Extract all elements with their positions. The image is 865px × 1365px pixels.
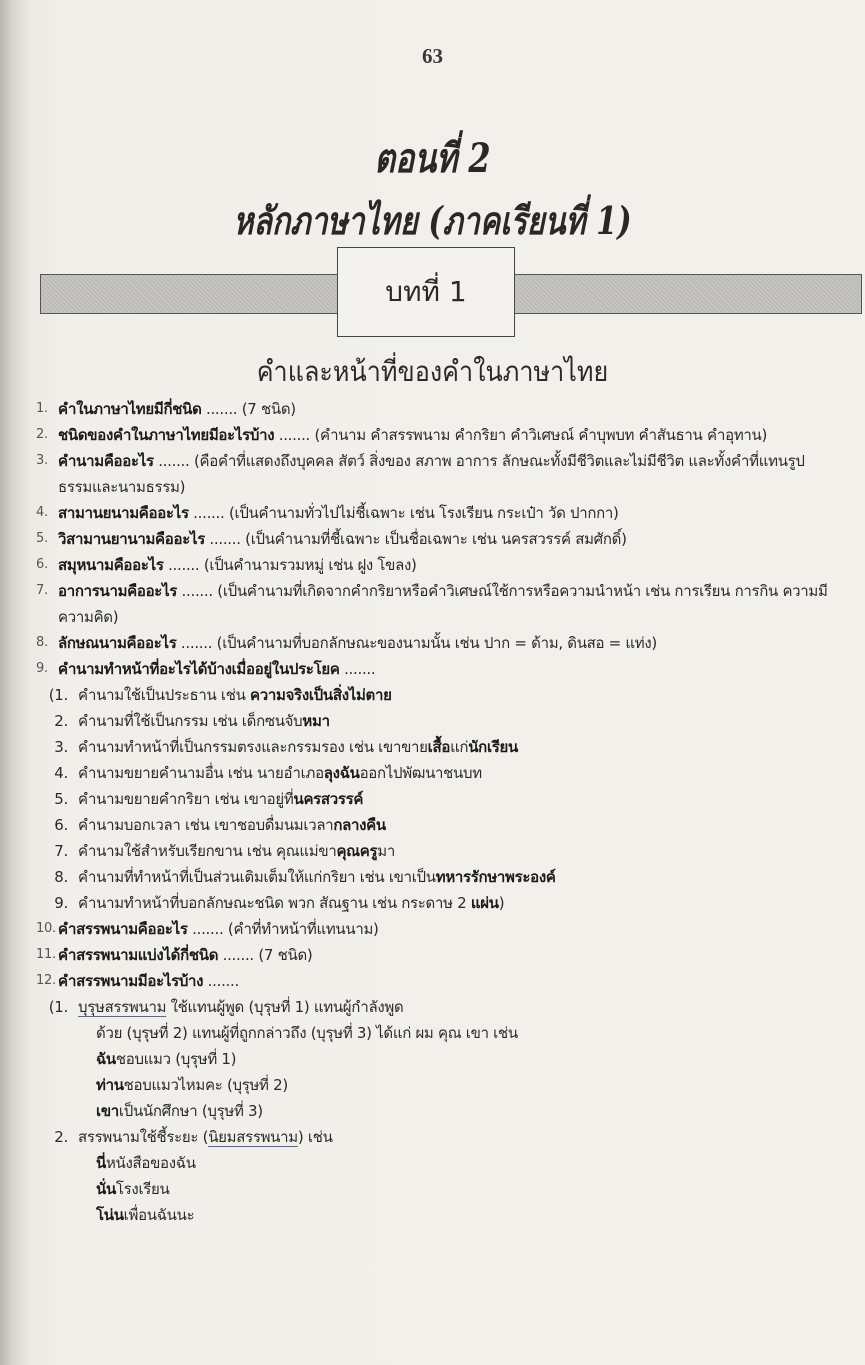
answer-text: (เป็นคำนามทั่วไปไม่ชี้เฉพาะ เช่น โรงเรียน กระเป๋า วัด ปากกา) [228, 504, 619, 522]
question-item [36, 448, 836, 500]
example-highlight: นครสวรรค์ [293, 790, 364, 808]
sub-item [44, 786, 836, 812]
example-highlight: แผ่น [470, 894, 499, 912]
example-highlight: นี่ [96, 1154, 106, 1172]
question-text: วิสามานยานามคืออะไร [58, 530, 205, 548]
leader-dots: ....... [204, 530, 246, 548]
question-text: สามานยนามคืออะไร [58, 504, 189, 522]
question-text: คำสรรพนามคืออะไร [58, 920, 188, 938]
sub-item-number: 2. [54, 712, 68, 730]
sub-item-number: 9. [54, 894, 68, 912]
question-number: 1. [36, 401, 48, 416]
example-text: ชอบแมว (บุรุษที่ 1) [115, 1050, 237, 1068]
example-line [96, 1202, 836, 1228]
sub-item [44, 812, 836, 838]
sub-item [44, 734, 836, 760]
question-text: สมุหนามคืออะไร [58, 556, 164, 574]
answer-text: (คำนาม คำสรรพนาม คำกริยา คำวิเศษณ์ คำบุพบท คำสันธาน คำอุทาน) [314, 426, 768, 444]
pronoun-description: ) เช่น [297, 1128, 333, 1146]
leader-dots: ....... [274, 426, 315, 444]
question-item [36, 656, 836, 682]
chapter-box [337, 247, 515, 337]
leader-dots: ....... [201, 400, 242, 418]
example-highlight: เขา [96, 1102, 119, 1120]
example-text: โรงเรียน [115, 1180, 170, 1198]
page-number: 63 [422, 44, 443, 68]
example-text: ชอบแมวไหมคะ (บุรุษที่ 2) [123, 1076, 288, 1094]
example-highlight: โน่น [96, 1206, 124, 1224]
leader-dots: ....... [203, 972, 239, 990]
question-item [36, 578, 836, 630]
sub-item-number: 2. [54, 1128, 68, 1146]
chapter-label: บทที่ 1 [385, 275, 467, 308]
pronoun-term: บุรุษสรรพนาม [78, 998, 167, 1016]
sub-item-text: คำนามที่ใช้เป็นกรรม เช่น เด็กซนจับ [78, 712, 303, 730]
example-text: หนังสือของฉัน [105, 1154, 196, 1172]
question-item [36, 968, 836, 994]
question-item [36, 942, 836, 968]
question-number: 12. [36, 973, 56, 988]
question-number: 3. [36, 453, 48, 468]
pronoun-term: นิยมสรรพนาม [208, 1128, 298, 1146]
sub-item-text: คำนามขยายคำกริยา เช่น เขาอยู่ที่ [78, 790, 294, 808]
question-text: ลักษณนามคืออะไร [58, 634, 177, 652]
sub-item-text: คำนามใช้เป็นประธาน เช่น [78, 686, 250, 704]
answer-text: (เป็นคำนามที่เกิดจากคำกริยาหรือคำวิเศษณ์ใช้การหรือความนำหน้า เช่น การเรียน การกิน ความมีความคิด) [58, 582, 828, 626]
pronoun-description-cont: ด้วย (บุรุษที่ 2) แทนผู้ที่ถูกกล่าวถึง (บุรุษที่ 3) ได้แก่ ผม คุณ เขา เช่น [96, 1024, 518, 1042]
question-number: 8. [36, 635, 48, 650]
sub-item [44, 890, 836, 916]
sub-item-text: คำนามที่ทำหน้าที่เป็นส่วนเติมเต็มให้แก่กริยา เช่น เขาเป็น [78, 868, 436, 886]
sub-item-number: (1. [48, 686, 68, 704]
pronoun-description: ใช้แทนผู้พูด (บุรุษที่ 1) แทนผู้กำลังพูด [166, 998, 404, 1016]
leader-dots: ....... [153, 452, 194, 470]
answer-text: (เป็นคำนามที่บอกลักษณะของนามนั้น เช่น ปาก = ด้าม, ดินสอ = แท่ง) [216, 634, 657, 652]
section-heading: คำและหน้าที่ของคำในภาษาไทย [256, 355, 609, 388]
example-highlight: เสื้อ [427, 738, 451, 756]
question-number: 2. [36, 427, 48, 442]
answer-text: (7 ชนิด) [241, 400, 296, 418]
leader-dots: ....... [339, 660, 376, 678]
answer-text: (คือคำที่แสดงถึงบุคคล สัตว์ สิ่งของ สภาพ อาการ ลักษณะทั้งมีชีวิตและไม่มีชีวิต และทั้งคำที่แทนรูปธรรมและนามธรรม) [58, 452, 805, 496]
example-highlight: ทหารรักษาพระองค์ [435, 868, 556, 886]
part-title: ตอนที่ 2 [374, 135, 491, 182]
sub-item-text: คำนามทำหน้าที่เป็นกรรมตรงและกรรมรอง เช่น เขาขาย [78, 738, 428, 756]
example-highlight: ลุงฉัน [323, 764, 360, 782]
question-text: คำในภาษาไทยมีกี่ชนิด [58, 400, 202, 418]
example-text: เพื่อนฉันนะ [123, 1206, 195, 1224]
example-text: เป็นนักศึกษา (บุรุษที่ 3) [118, 1102, 263, 1120]
question-item [36, 630, 836, 656]
answer-text: (เป็นคำนามที่ชี้เฉพาะ เป็นชื่อเฉพาะ เช่น นครสวรรค์ สมศักดิ์) [245, 530, 627, 548]
question-text: คำนามคืออะไร [58, 452, 154, 470]
leader-dots: ....... [188, 504, 229, 522]
sub-item [44, 864, 836, 890]
answer-text: (คำที่ทำหน้าที่แทนนาม) [227, 920, 379, 938]
question-item [36, 396, 836, 422]
sub-item-text: คำนามบอกเวลา เช่น เขาชอบดื่มนมเวลา [78, 816, 334, 834]
pronoun-type-item [44, 994, 836, 1020]
leader-dots: ....... [176, 634, 217, 652]
question-list [36, 396, 836, 1228]
pronoun-type-item [44, 1124, 836, 1150]
example-line [96, 1046, 836, 1072]
example-line [96, 1150, 836, 1176]
sub-item [44, 838, 836, 864]
sub-item-number: (1. [48, 998, 68, 1016]
answer-text: (เป็นคำนามรวมหมู่ เช่น ฝูง โขลง) [203, 556, 417, 574]
question-text: อาการนามคืออะไร [58, 582, 178, 600]
example-highlight: คุณครู [336, 842, 378, 860]
question-text: ชนิดของคำในภาษาไทยมีอะไรบ้าง [58, 426, 275, 444]
sub-item-tail: ) [498, 894, 505, 912]
example-highlight: นักเรียน [468, 738, 518, 756]
question-number: 6. [36, 557, 48, 572]
question-item [36, 552, 836, 578]
leader-dots: ....... [163, 556, 204, 574]
question-number: 10. [36, 921, 56, 936]
sub-item [44, 682, 836, 708]
question-number: 11. [36, 947, 56, 962]
example-highlight: ฉัน [96, 1050, 116, 1068]
question-number: 9. [36, 661, 48, 676]
example-line [96, 1176, 836, 1202]
sub-item-text: คำนามขยายคำนามอื่น เช่น นายอำเภอ [78, 764, 324, 782]
answer-text: (7 ชนิด) [258, 946, 313, 964]
question-text: คำสรรพนามแบ่งได้กี่ชนิด [58, 946, 219, 964]
sub-item-tail: ออกไปพัฒนาชนบท [359, 764, 482, 782]
sub-item [44, 708, 836, 734]
sub-item-number: 8. [54, 868, 68, 886]
example-highlight: นั่น [96, 1180, 116, 1198]
example-highlight: ความจริงเป็นสิ่งไม่ตาย [250, 686, 392, 704]
question-number: 5. [36, 531, 48, 546]
sub-item-number: 6. [54, 816, 68, 834]
sub-item [44, 760, 836, 786]
example-line [96, 1072, 836, 1098]
sub-item-number: 4. [54, 764, 68, 782]
leader-dots: ....... [218, 946, 259, 964]
question-item [36, 422, 836, 448]
sub-item-number: 3. [54, 738, 68, 756]
example-highlight: ท่าน [96, 1076, 124, 1094]
sub-item-number: 7. [54, 842, 68, 860]
sub-item-tail: มา [377, 842, 395, 860]
question-item [36, 526, 836, 552]
leader-dots: ....... [177, 582, 218, 600]
example-highlight: กลางคืน [333, 816, 386, 834]
sub-item-number: 5. [54, 790, 68, 808]
question-text: คำนามทำหน้าที่อะไรได้บ้างเมื่ออยู่ในประโยค [58, 660, 340, 678]
question-number: 4. [36, 505, 48, 520]
sub-item-text: คำนามใช้สำหรับเรียกขาน เช่น คุณแม่ขา [78, 842, 337, 860]
leader-dots: ....... [187, 920, 228, 938]
subject-title: หลักภาษาไทย (ภาคเรียนที่ 1) [233, 198, 632, 243]
example-line [96, 1098, 836, 1124]
sub-item-tail: แก่ [450, 738, 469, 756]
pronoun-description: สรรพนามใช้ชี้ระยะ ( [78, 1128, 209, 1146]
sub-item-text: คำนามทำหน้าที่บอกลักษณะชนิด พวก สัณฐาน เช่น กระดาษ 2 [78, 894, 471, 912]
question-item [36, 500, 836, 526]
question-number: 7. [36, 583, 48, 598]
question-item [36, 916, 836, 942]
question-text: คำสรรพนามมีอะไรบ้าง [58, 972, 204, 990]
example-highlight: หมา [302, 712, 330, 730]
